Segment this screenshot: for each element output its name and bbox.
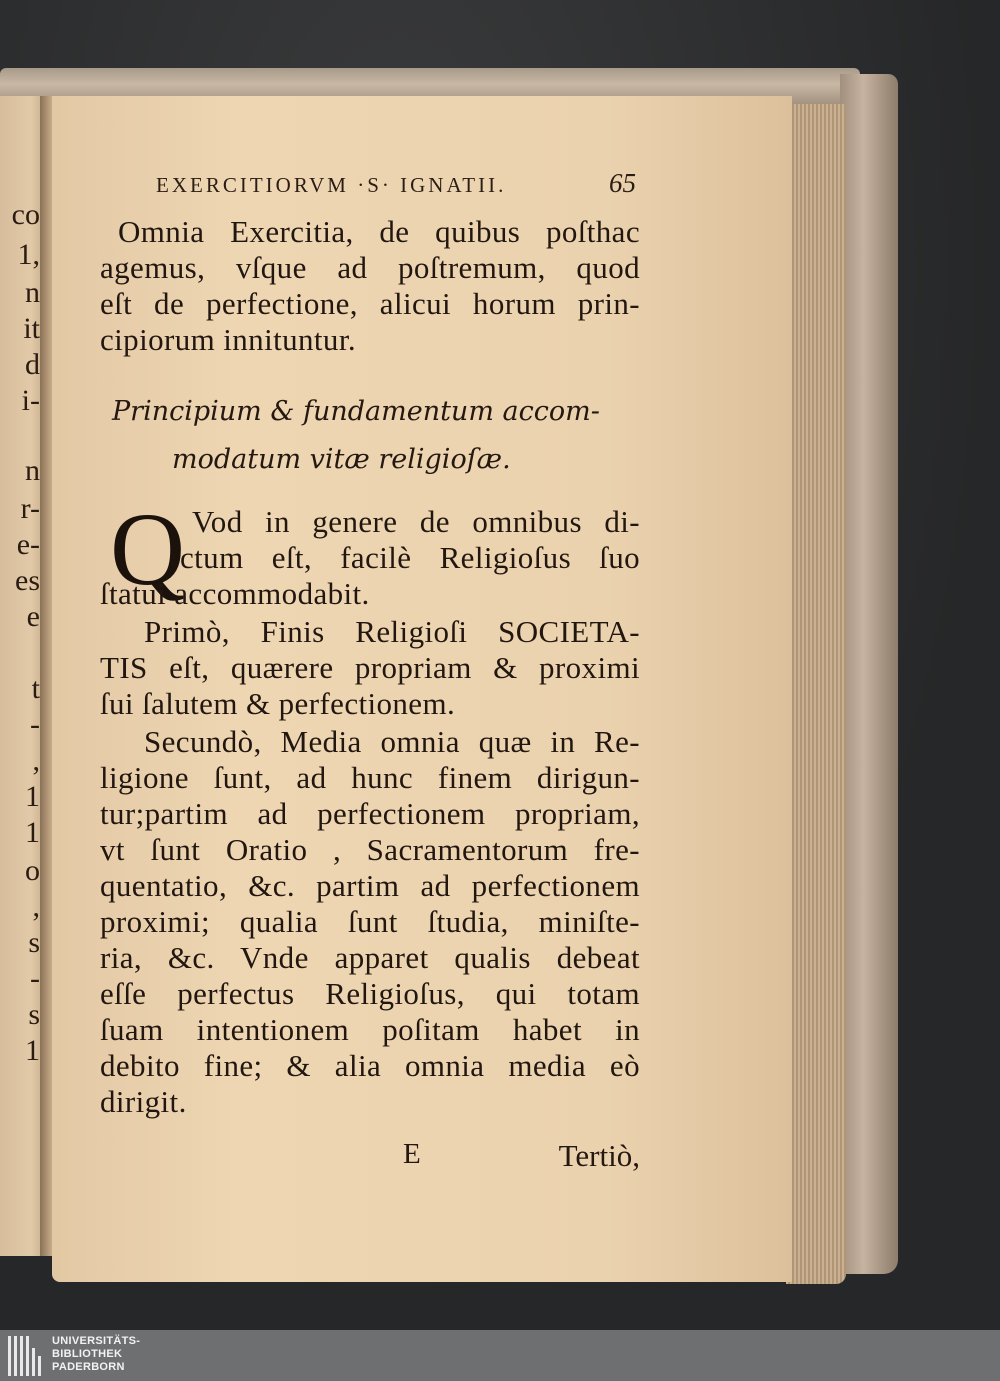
text-line: Vod in genere de omnibus di- [192,504,640,539]
left-page-fragment: co [11,198,40,231]
left-page-fragment: e- [16,528,40,561]
left-page-fragment: t [31,672,40,705]
text-line: ligione ſunt, ad hunc finem dirigun- [100,760,640,795]
text-line: cipiorum innituntur. [100,322,356,357]
left-page-fragment: i- [21,384,40,417]
text-line: Primò, Finis Religioſi SOCIETA- [144,614,640,649]
library-name-line: PADERBORN [52,1361,125,1373]
text-line: proximi; qualia ſunt ſtudia, miniſte- [100,904,640,939]
left-page-fragment: s [28,998,40,1031]
running-head [156,168,636,199]
text-line: eſt de perfectione, alicui horum prin- [100,286,640,321]
left-page-fragment: , [32,744,40,777]
text-line: debito fine; & alia omnia media eò [100,1048,640,1083]
text-line: Secundò, Media omnia quæ in Re- [144,724,640,759]
signature-mark: E [403,1138,421,1170]
section-heading: Principium & fundamentum accom- [112,396,600,427]
text-line: vt ſunt Oratio , Sacramentorum fre- [100,832,640,867]
text-line: ctum eſt, facilè Religioſus ſuo [180,540,640,575]
left-page-fragment: e [26,600,40,633]
left-page-fragment: - [30,962,40,995]
text-line: TIS eſt, quærere propriam & proximi [100,650,640,685]
text-line: eſſe perfectus Religioſus, qui totam [100,976,640,1011]
left-page-fragment: es [15,564,40,597]
left-page-fragment: o [25,854,40,887]
library-name [52,1335,140,1374]
book-cover-edge [840,74,898,1274]
text-line: ſtatui accommodabit. [100,576,370,611]
left-page-fragment: 1 [25,1034,40,1067]
left-page-fragment: s [28,926,40,959]
library-logo-icon [8,1336,44,1376]
left-page-fragment: r- [20,492,40,525]
left-page-fragment: , [32,890,40,923]
section-heading: modatum vitæ religioſæ. [172,444,511,475]
left-page-fragment: - [30,708,40,741]
page-edges [786,104,846,1284]
text-line: quentatio, &c. partim ad perfectionem [100,868,640,903]
left-page-fragment: 1, [17,238,40,271]
library-name-line: UNIVERSITÄTS- [52,1335,141,1347]
left-page-fragment: n [25,276,40,309]
left-page-fragment: 1 [25,780,40,813]
library-footer [0,1330,1000,1381]
text-line: agemus, vſque ad poſtremum, quod [100,250,640,285]
left-page-fragment: 1 [25,816,40,849]
text-line: ſui ſalutem & perfectionem. [100,686,456,721]
drop-cap: Q [110,492,186,607]
left-page-fragment: d [25,348,40,381]
left-page-fragment: n [25,454,40,487]
text-line: ria, &c. Vnde apparet qualis debeat [100,940,640,975]
page-number: 65 [609,168,636,198]
text-line: tur;partim ad perfectionem propriam, [100,796,640,831]
left-page-fragment: it [23,312,40,345]
text-line: ſuam intentionem poſitam habet in [100,1012,640,1047]
catchword: Tertiò, [558,1138,640,1173]
text-line: dirigit. [100,1084,187,1119]
text-line: Omnia Exercitia, de quibus poſthac [118,214,640,249]
running-title: EXERCITIORVM ·S· IGNATII. [156,173,507,197]
library-name-line: BIBLIOTHEK [52,1348,123,1360]
